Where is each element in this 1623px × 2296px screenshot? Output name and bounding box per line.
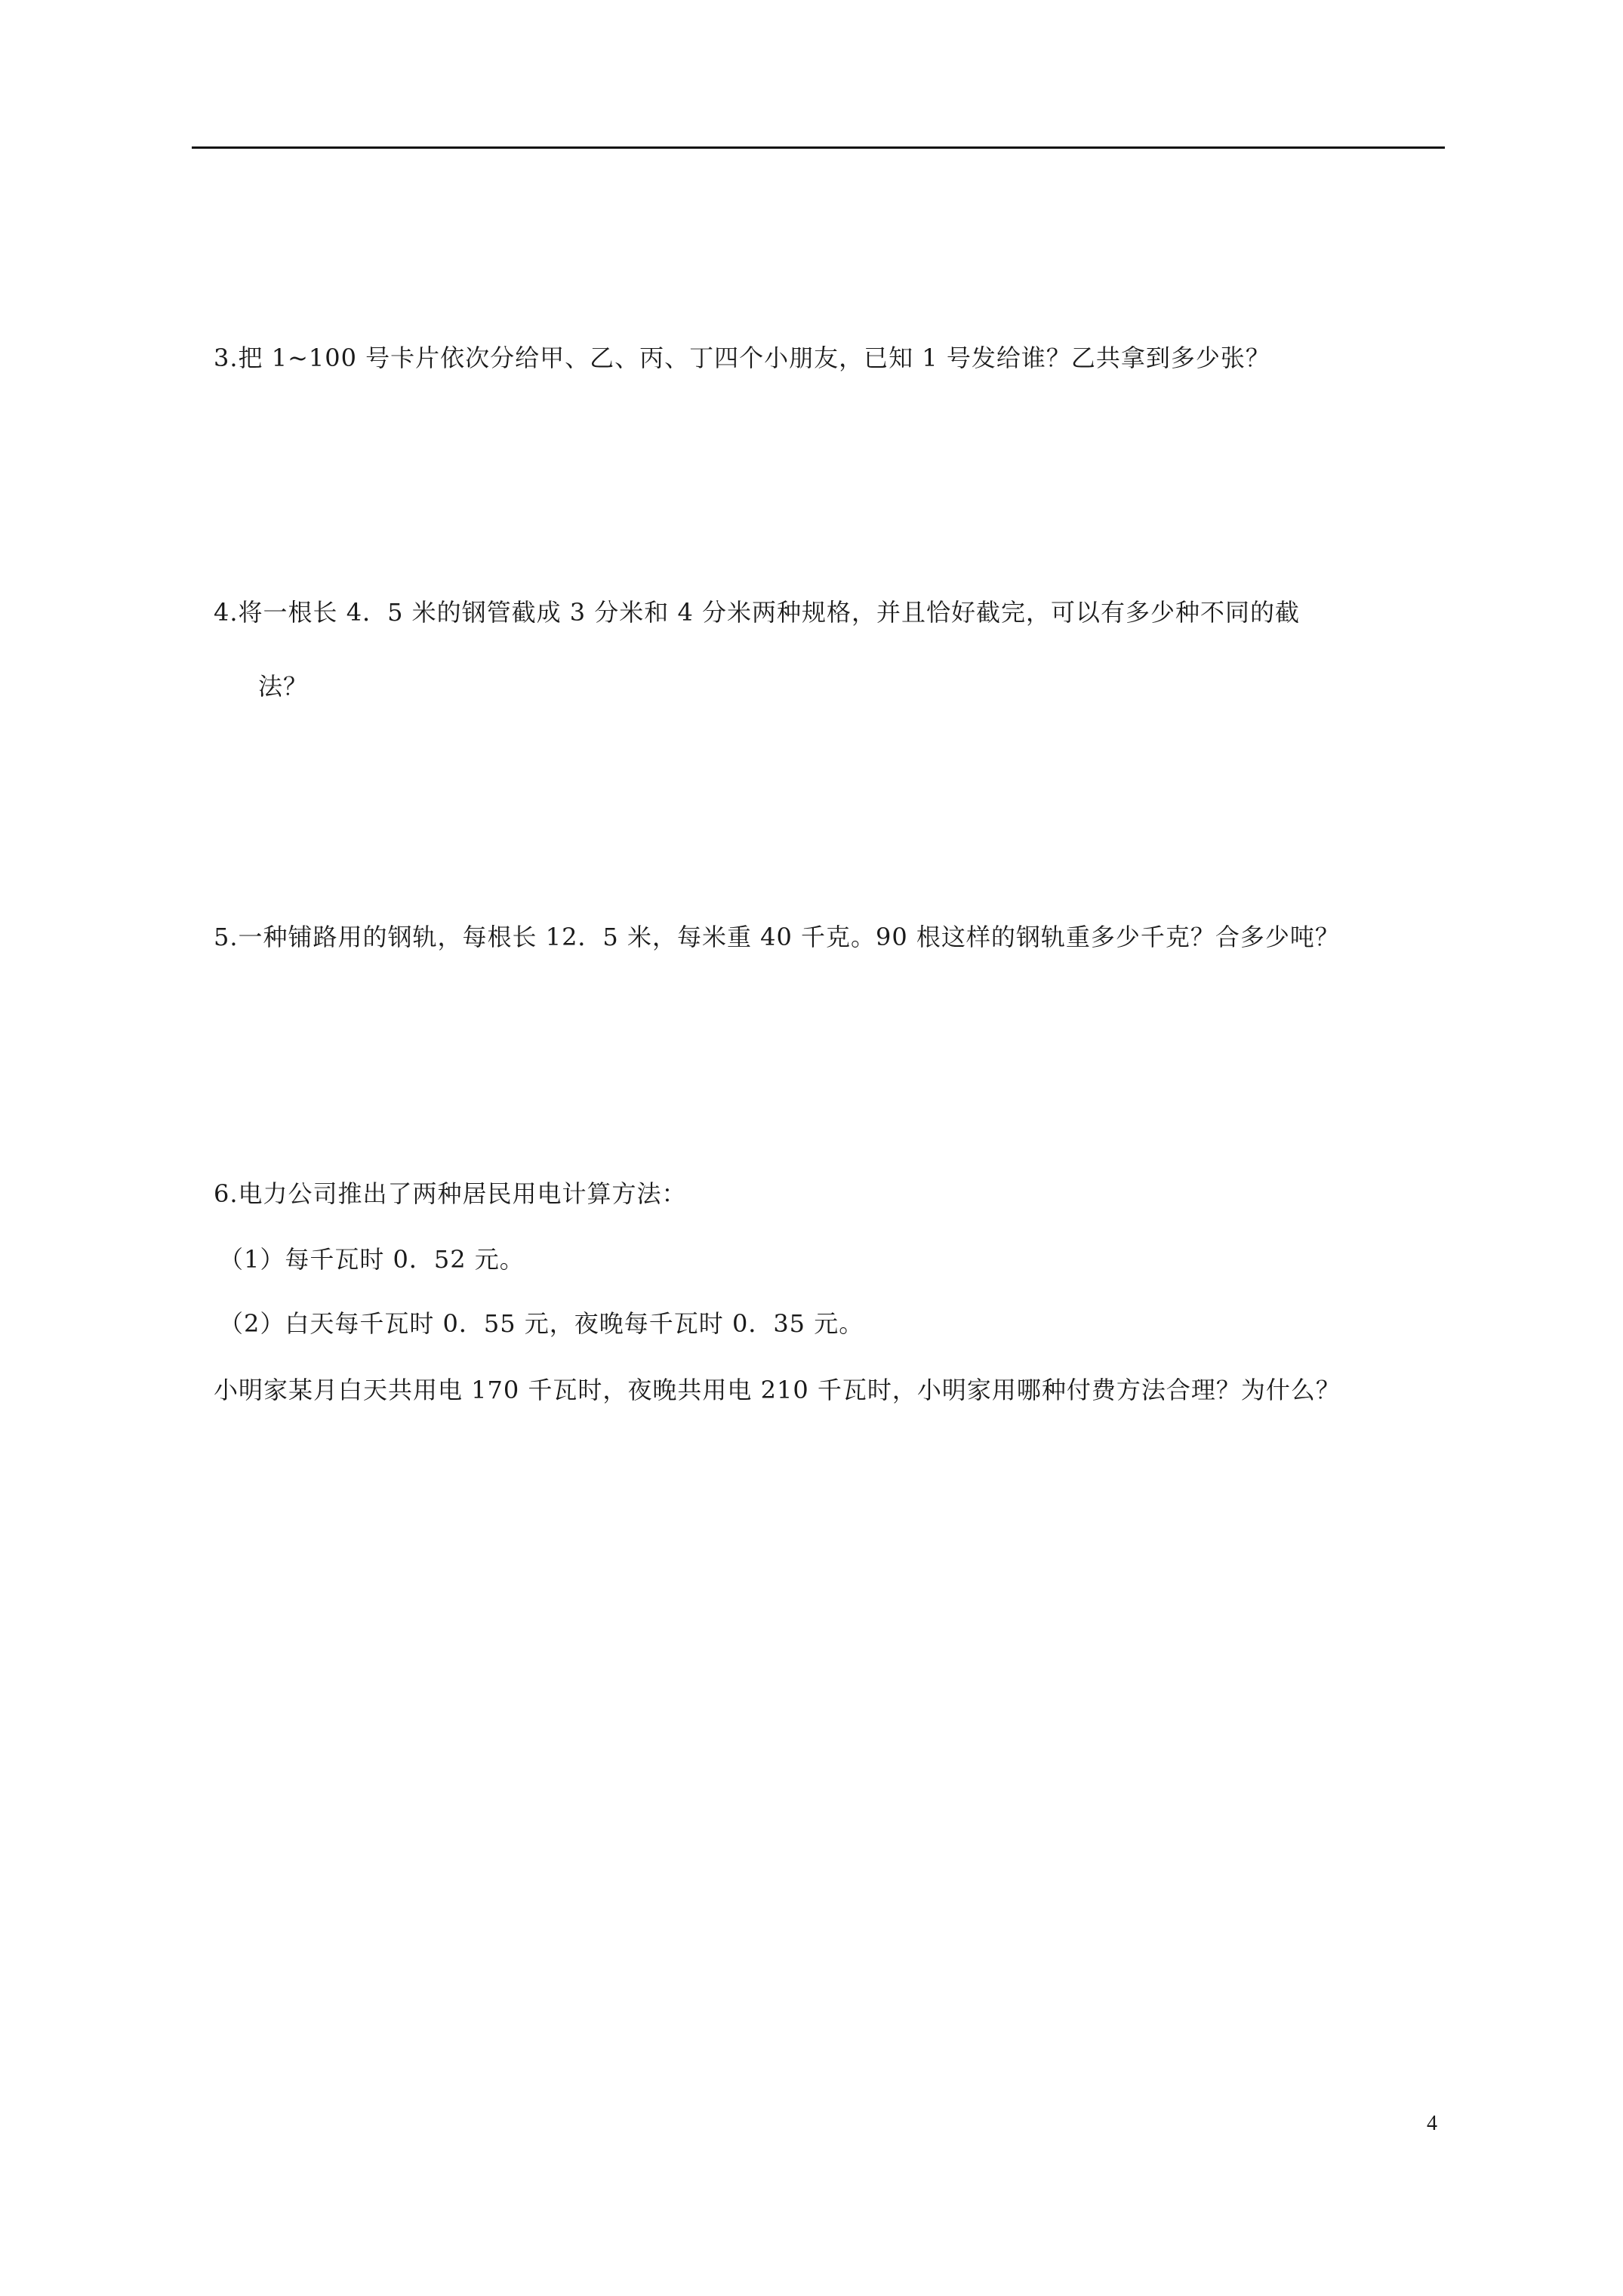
- question-3: 3.把 1~100 号卡片依次分给甲、乙、丙、丁四个小朋友，已知 1 号发给谁？乙共拿到多少张？: [214, 344, 1270, 372]
- question-6-option-1: （1）每千瓦时 0．52 元。: [219, 1245, 525, 1274]
- question-4-line-1: 4.将一根长 4．5 米的钢管截成 3 分米和 4 分米两种规格，并且恰好截完，可以有多少种不同的截: [214, 598, 1301, 627]
- question-5: 5.一种铺路用的钢轨，每根长 12．5 米，每米重 40 千克。90 根这样的钢轨重多少千克？合多少吨？: [214, 923, 1340, 951]
- question-4-line-2: 法？: [258, 672, 309, 701]
- question-6-question: 小明家某月白天共用电 170 千瓦时，夜晚共用电 210 千瓦时，小明家用哪种付费方法合理？为什么？: [214, 1376, 1341, 1404]
- page-number: 4: [1427, 2112, 1437, 2135]
- question-6-option-2: （2）白天每千瓦时 0．55 元，夜晚每千瓦时 0．35 元。: [219, 1309, 864, 1338]
- header-rule: [192, 146, 1445, 149]
- question-6-intro: 6.电力公司推出了两种居民用电计算方法：: [214, 1179, 687, 1208]
